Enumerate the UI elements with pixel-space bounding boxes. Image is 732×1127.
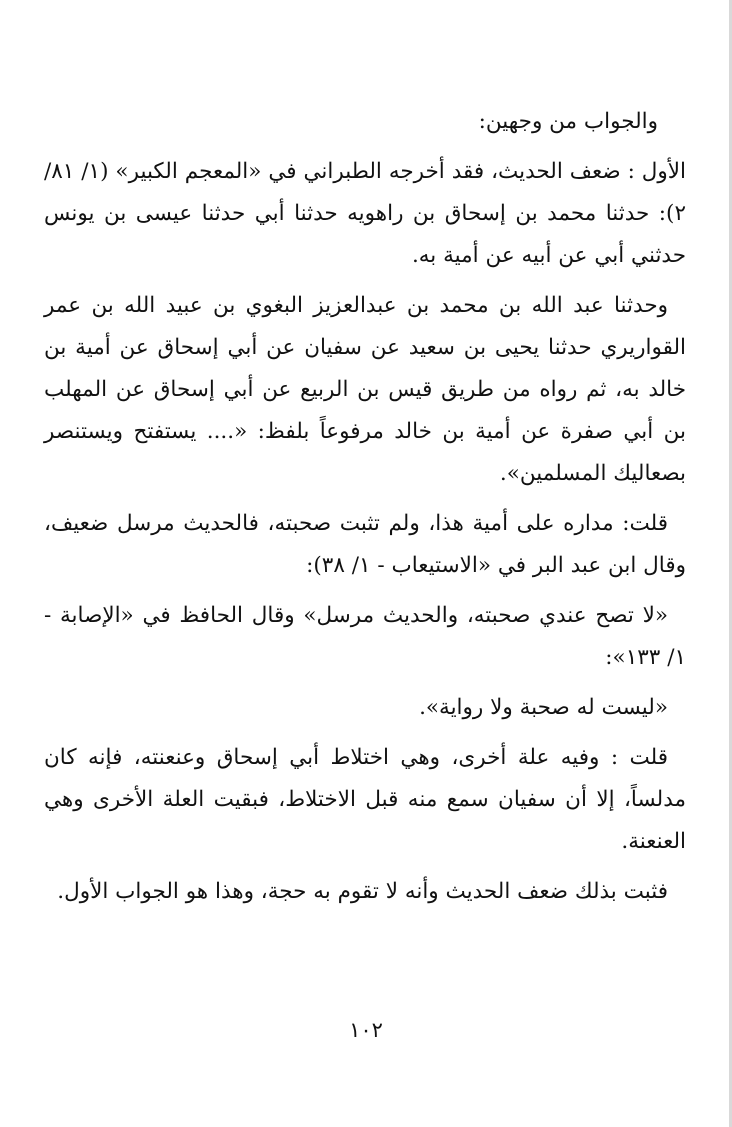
paragraph-intro: والجواب من وجهين: (478, 109, 658, 134)
paragraph-first-answer: الأول : ضعف الحديث، فقد أخرجه الطبراني في «المعجم الكبير» (١/ ٨١/ ٢): حدثنا محمد بن إسحاق بن راهويه حدثنا أبي حدثنا عيسى بن يونس حدثني أبي عن أبيه عن أمية به. (44, 159, 686, 268)
paragraph-conclusion: فثبت بذلك ضعف الحديث وأنه لا تقوم به حجة، وهذا هو الجواب الأول. (57, 879, 668, 904)
paragraph-analysis: قلت: مداره على أمية هذا، ولم تثبت صحبته، فالحديث مرسل ضعيف، وقال ابن عبد البر في «الاستيعاب - ١/ ٣٨): (44, 511, 686, 578)
page-number: ١٠٢ (349, 1018, 383, 1042)
paragraph-another-defect: قلت : وفيه علة أخرى، وهي اختلاط أبي إسحاق وعنعنته، فإنه كان مدلساً، إلا أن سفيان سمع منه قبل الاختلاط، فبقيت العلة الأخرى وهي العنعنة. (44, 745, 686, 854)
paragraph-quote-hafiz: «لا تصح عندي صحبته، والحديث مرسل» وقال الحافظ في «الإصابة - ١/ ١٣٣»: (44, 603, 686, 670)
body-text (44, 101, 686, 921)
paragraph-second-chain: وحدثنا عبد الله بن محمد بن عبدالعزيز البغوي بن عبيد الله بن عمر القواريري حدثنا يحيى بن سعيد عن سفيان عن أبي إسحاق عن أمية بن خالد به، ثم رواه من طريق قيس بن الربيع عن أبي إسحاق عن المهلب بن أبي صفرة عن أمية بن خالد مرفوعاً بلفظ: «.... يستفتح ويستنصر بصعاليك المسلمين». (44, 293, 686, 486)
paragraph-quote-no-companionship: «ليست له صحبة ولا رواية». (419, 695, 668, 720)
